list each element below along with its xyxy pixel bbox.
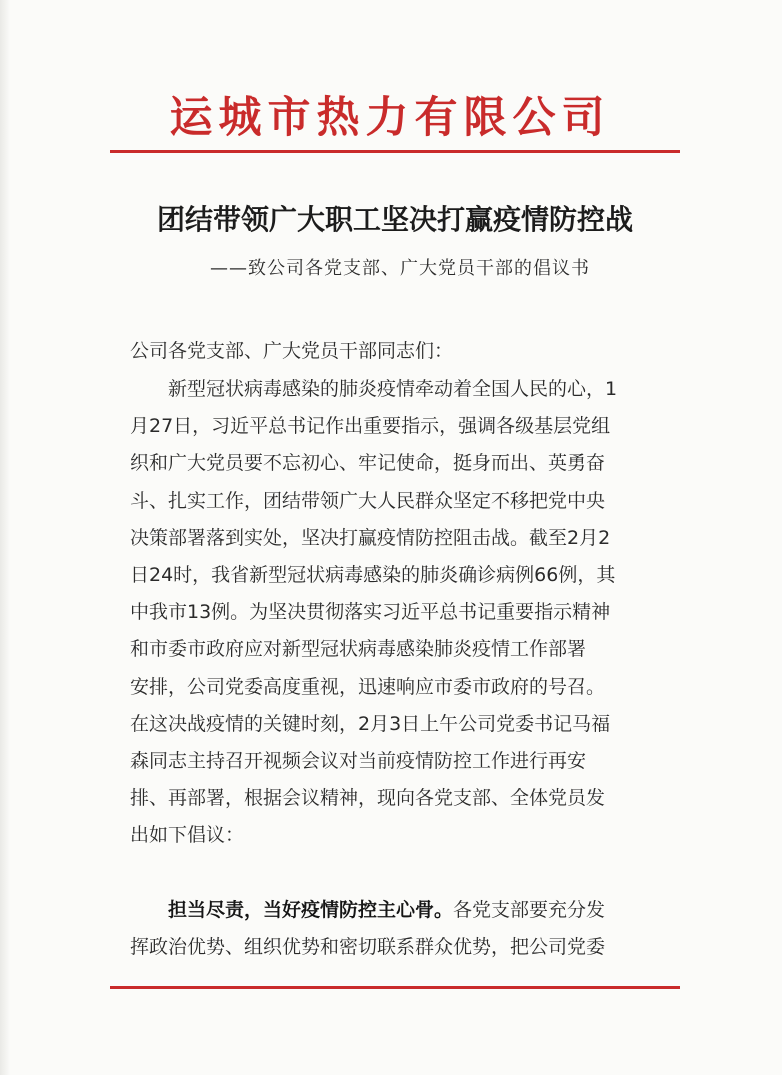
paragraph-line: 在这决战疫情的关键时刻，2月3日上午公司党委书记马福 — [130, 713, 611, 735]
paragraph-line: 中我市13例。为坚决贯彻落实习近平总书记重要指示精神 — [130, 601, 611, 623]
paragraph-line: 日24时，我省新型冠状病毒感染的肺炎确诊病例66例，其 — [130, 564, 616, 586]
paragraph-line: 和市委市政府应对新型冠状病毒感染肺炎疫情工作部署 — [130, 638, 587, 660]
paragraph-line — [168, 895, 708, 925]
paragraph-line: 出如下倡议： — [130, 824, 245, 846]
paragraph-line: 织和广大党员要不忘初心、牢记使命，挺身而出、英勇奋 — [130, 452, 606, 474]
letterhead-divider-bottom — [110, 986, 680, 989]
paragraph-line: 安排，公司党委高度重视，迅速响应市委市政府的号召。 — [130, 676, 606, 698]
document-title: 团结带领广大职工坚决打赢疫情防控战 — [156, 203, 633, 236]
paragraph-line: 决策部署落到实处，坚决打赢疫情防控阻击战。截至2月2 — [130, 527, 611, 549]
paragraph-line: 斗、扎实工作，团结带领广大人民群众坚定不移把党中央 — [130, 490, 606, 512]
paragraph-line: 森同志主持召开视频会议对当前疫情防控工作进行再安 — [130, 750, 587, 772]
paragraph-line: 排、再部署，根据会议精神，现向各党支部、全体党员发 — [130, 787, 606, 809]
salutation: 公司各党支部、广大党员干部同志们： — [130, 340, 454, 362]
paragraph-line: 月27日，习近平总书记作出重要指示，强调各级基层党组 — [130, 415, 611, 437]
page-edge-shadow — [0, 0, 10, 1075]
paragraph-heading: 担当尽责，当好疫情防控主心骨。 — [168, 899, 454, 921]
document-subtitle: ——致公司各党支部、广大党员干部的倡议书 — [210, 258, 590, 279]
letterhead-divider-top — [110, 150, 680, 153]
paragraph-line: 挥政治优势、组织优势和密切联系群众优势，把公司党委 — [130, 936, 606, 958]
paragraph-text: 各党支部要充分发 — [453, 899, 606, 921]
company-letterhead-name: 运城市热力有限公司 — [169, 93, 611, 143]
paragraph-line: 新型冠状病毒感染的肺炎疫情牵动着全国人民的心，1 — [168, 378, 618, 400]
